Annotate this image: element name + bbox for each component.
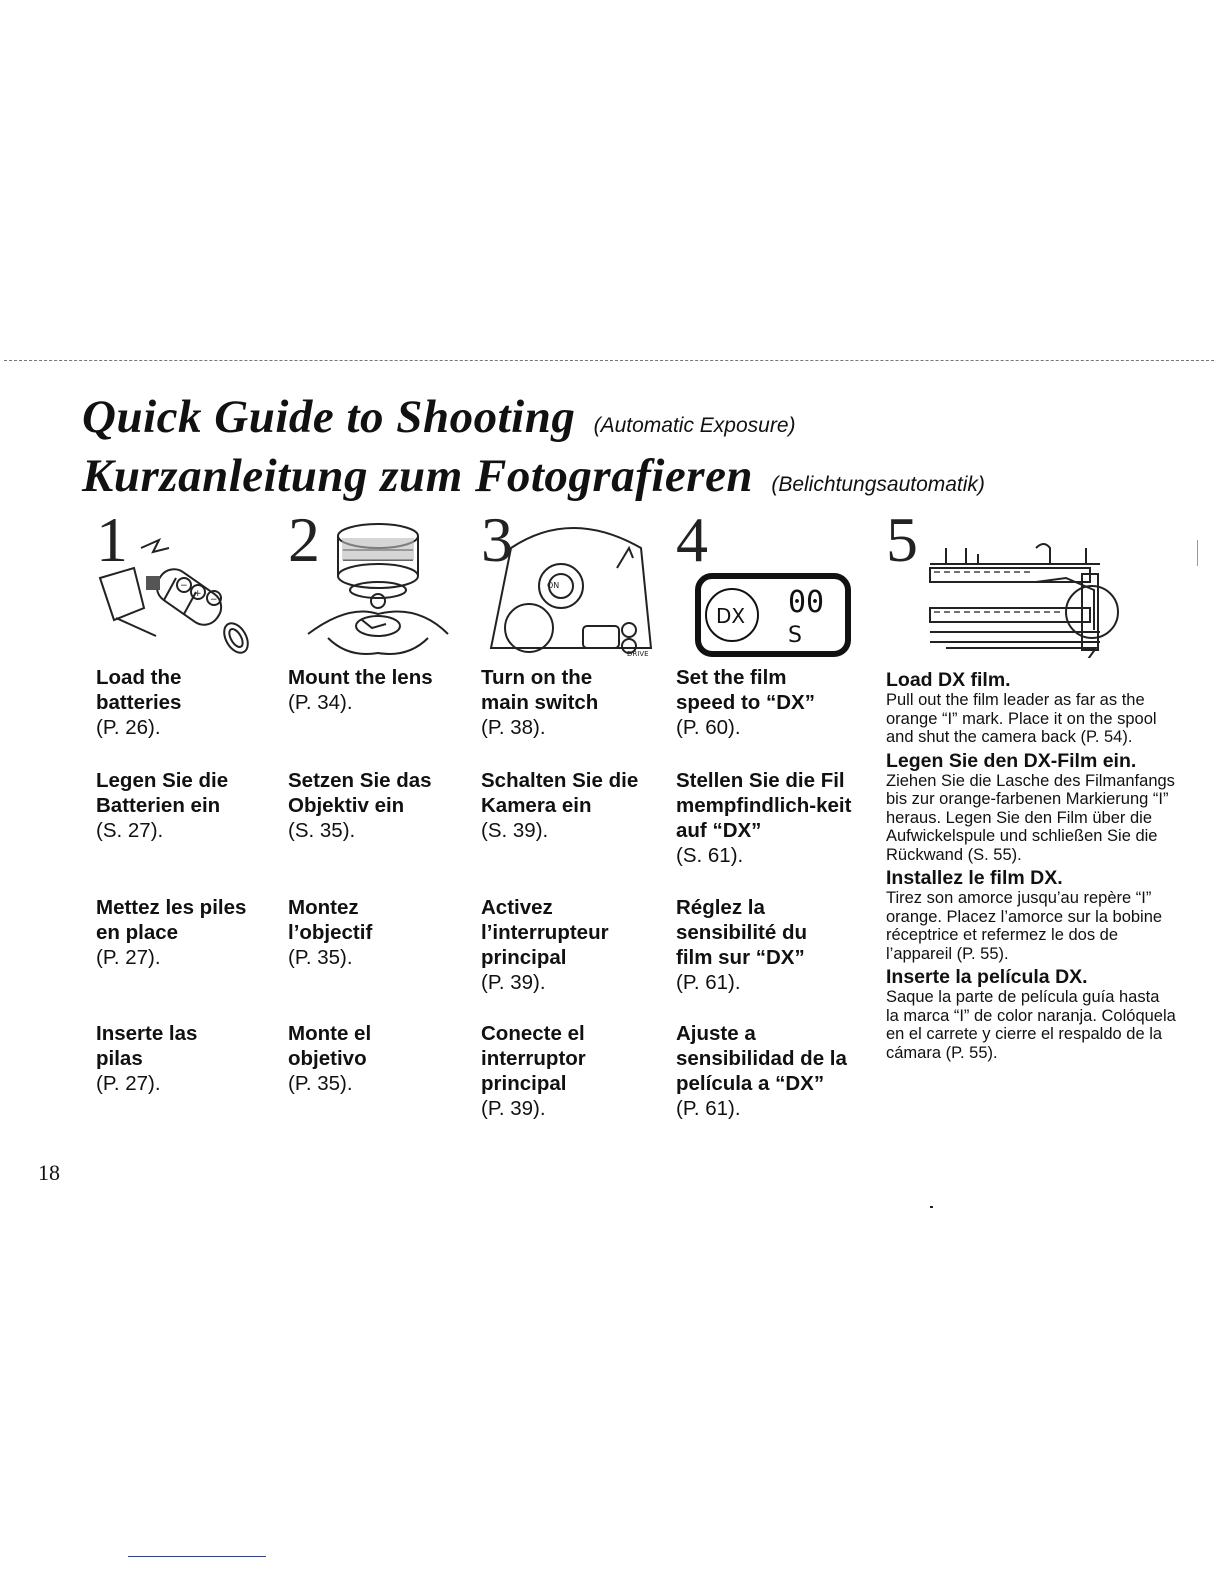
step-4-german-page: (S. 61).: [676, 844, 744, 867]
step-1-english: [96, 665, 276, 740]
lens-illustration: [288, 504, 473, 658]
step-1-spanish: [96, 1021, 276, 1096]
step-3-german-title: Schalten Sie die Kamera ein: [481, 769, 639, 817]
step-3-number: 3: [481, 504, 513, 575]
step-5-english-title: Load DX film.: [886, 669, 1011, 691]
step-1-illustration: [96, 504, 281, 658]
step-2-french-title: Montez l’objectif: [288, 896, 373, 944]
on-label: ON: [547, 581, 560, 590]
title-english: [82, 392, 985, 451]
step-5-french-title: Installez le film DX.: [886, 867, 1063, 889]
step-5-english-body: Pull out the film leader as far as the orange “I” mark. Place it on the spool and shut the camera back (P. 54).: [886, 691, 1157, 746]
step-5-illustration: [886, 504, 1136, 658]
step-2-english-page: (P. 34).: [288, 691, 353, 714]
step-5-spanish-title: Inserte la película DX.: [886, 966, 1088, 988]
top-rule: [4, 360, 1214, 361]
step-3-french-title: Activez l’interrupteur principal: [481, 896, 609, 969]
step-1-german-page: (S. 27).: [96, 819, 164, 842]
film-illustration: [886, 504, 1136, 658]
title-english-text: Quick Guide to Shooting: [82, 391, 576, 443]
dx-label: DX: [716, 604, 746, 628]
step-5-german-body: Ziehen Sie die Lasche des Filmanfangs bis zur orange-farbenen Markierung “I” heraus. Legen Sie den Film über die Aufwickelspule und schließen Sie die Rückwand (S. 55).: [886, 771, 1175, 864]
step-4-french: [676, 895, 856, 995]
svg-text:−: −: [210, 595, 218, 605]
title-german: [82, 451, 985, 510]
step-3-german-page: (S. 39).: [481, 819, 549, 842]
step-5-spanish-body: Saque la parte de película guía hasta la marca “I” de color naranja. Colóquela en el carrete y cierre el respaldo de la cámara (P. 55).: [886, 988, 1176, 1062]
step-1-german: [96, 768, 276, 843]
lcd-display-illustration: [676, 504, 861, 658]
title-english-subtitle: (Automatic Exposure): [593, 414, 796, 437]
step-2-german: [288, 768, 468, 843]
step-4-french-title: Réglez la sensibilité du film sur “DX”: [676, 896, 807, 969]
step-3-spanish: [481, 1021, 661, 1121]
step-3-german: [481, 768, 661, 843]
step-2-english-title: Mount the lens: [288, 666, 433, 689]
step-4-spanish-page: (P. 61).: [676, 1097, 741, 1120]
step-1-number: 1: [96, 504, 128, 575]
svg-text:+: +: [194, 589, 202, 599]
margin-mark: [1197, 540, 1198, 566]
step-2-illustration: [288, 504, 473, 658]
step-3-spanish-page: (P. 39).: [481, 1097, 546, 1120]
step-5-french-body: Tirez son amorce jusqu’au repère “I” orange. Placez l’amorce sur la bobine réceptrice et refermez le dos de l’appareil (P. 55).: [886, 889, 1163, 963]
speed-digits: 00: [788, 585, 825, 620]
step-3-french-page: (P. 39).: [481, 971, 546, 994]
step-4-german: [676, 768, 856, 868]
step-1-french-page: (P. 27).: [96, 946, 161, 969]
step-1-english-title: Load the batteries: [96, 666, 182, 714]
step-3-english-title: Turn on the main switch: [481, 666, 599, 714]
step-2-spanish: [288, 1021, 468, 1096]
bottom-link-rule: [128, 1556, 266, 1557]
step-2-spanish-page: (P. 35).: [288, 1072, 353, 1095]
step-3-illustration: [481, 504, 666, 658]
drive-label: DRIVE: [627, 650, 649, 658]
step-4-illustration: [676, 504, 861, 658]
battery-illustration: [96, 504, 281, 658]
step-3-english: [481, 665, 661, 740]
switch-illustration: [481, 504, 666, 658]
step-4-french-page: (P. 61).: [676, 971, 741, 994]
step-3-english-page: (P. 38).: [481, 716, 546, 739]
step-4-number: 4: [676, 504, 708, 575]
step-3-french: [481, 895, 661, 995]
step-2-french: [288, 895, 468, 970]
step-4-english-page: (P. 60).: [676, 716, 741, 739]
step-5-column: [886, 669, 1176, 1065]
step-2-french-page: (P. 35).: [288, 946, 353, 969]
step-2-spanish-title: Monte el objetivo: [288, 1022, 372, 1070]
step-2-german-page: (S. 35).: [288, 819, 356, 842]
step-5-german-title: Legen Sie den DX-Film ein.: [886, 749, 1137, 772]
step-1-french-title: Mettez les piles en place: [96, 896, 247, 944]
step-4-spanish: [676, 1021, 856, 1121]
step-2-english: [288, 665, 468, 715]
title-german-text: Kurzanleitung zum Fotografieren: [82, 450, 754, 502]
step-4-english-title: Set the film speed to “DX”: [676, 666, 815, 714]
step-5-number: 5: [886, 504, 918, 575]
step-4-spanish-title: Ajuste a sensibilidad de la película a “DX”: [676, 1022, 847, 1095]
step-3-spanish-title: Conecte el interruptor principal: [481, 1022, 586, 1095]
speed-unit: S: [788, 623, 802, 648]
step-1-german-title: Legen Sie die Batterien ein: [96, 769, 229, 817]
step-2-german-title: Setzen Sie das Objektiv ein: [288, 769, 432, 817]
page-number: 18: [38, 1160, 60, 1185]
svg-text:−: −: [180, 581, 188, 591]
step-1-spanish-title: Inserte las pilas: [96, 1022, 198, 1070]
step-4-german-title: Stellen Sie die Filmempfindlich-keit auf “DX”: [676, 769, 852, 842]
step-1-english-page: (P. 26).: [96, 716, 161, 739]
stray-mark: [930, 1206, 933, 1208]
title-block: [82, 392, 985, 510]
step-1-spanish-page: (P. 27).: [96, 1072, 161, 1095]
step-4-english: [676, 665, 856, 740]
title-german-subtitle: (Belichtungsautomatik): [771, 473, 985, 496]
step-2-number: 2: [288, 504, 320, 575]
step-1-french: [96, 895, 276, 970]
